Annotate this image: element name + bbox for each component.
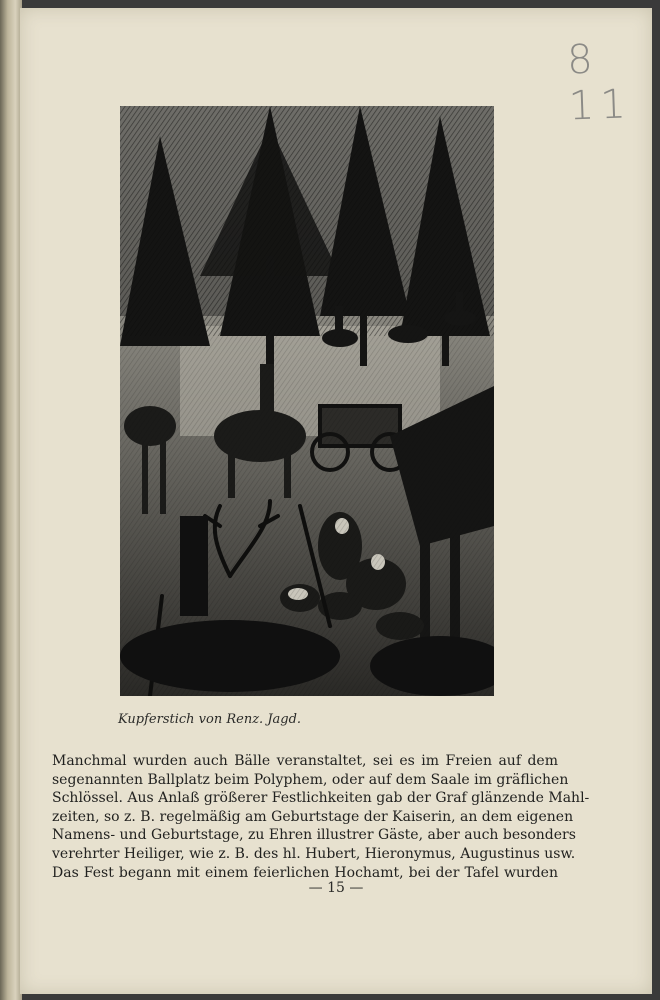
text-line: Schlössel. Aus Anlaß größerer Festlichkeiten gab der Graf glänzende Mahl- <box>52 790 590 807</box>
text-line: segenannten Ballplatz beim Polyphem, oder auf dem Saale im gräflichen <box>52 771 569 788</box>
figure-caption: Kupferstich von Renz. Jagd. <box>118 712 302 727</box>
book-page <box>20 8 652 994</box>
text-line: Das Fest begann mit einem feierlichen Hochamt, bei der Tafel wurden <box>52 864 558 881</box>
text-line: Namens- und Geburtstage, zu Ehren illustrer Gäste, aber auch besonders <box>52 827 576 844</box>
pencil-marginalia: 8 11 <box>566 36 633 130</box>
body-paragraph <box>52 752 590 882</box>
book-spine <box>0 0 22 1000</box>
engraving-illustration <box>120 106 494 696</box>
text-line: zeiten, so z. B. regelmäßig am Geburtstage der Kaiserin, an dem eigenen <box>52 808 574 825</box>
text-line: verehrter Heiliger, wie z. B. des hl. Hubert, Hieronymus, Augustinus usw. <box>52 845 576 862</box>
hunting-engraving-image <box>120 106 494 696</box>
text-line: Manchmal wurden auch Bälle veranstaltet, sei es im Freien auf dem <box>52 753 558 769</box>
page-number: — 15 — <box>308 880 364 896</box>
